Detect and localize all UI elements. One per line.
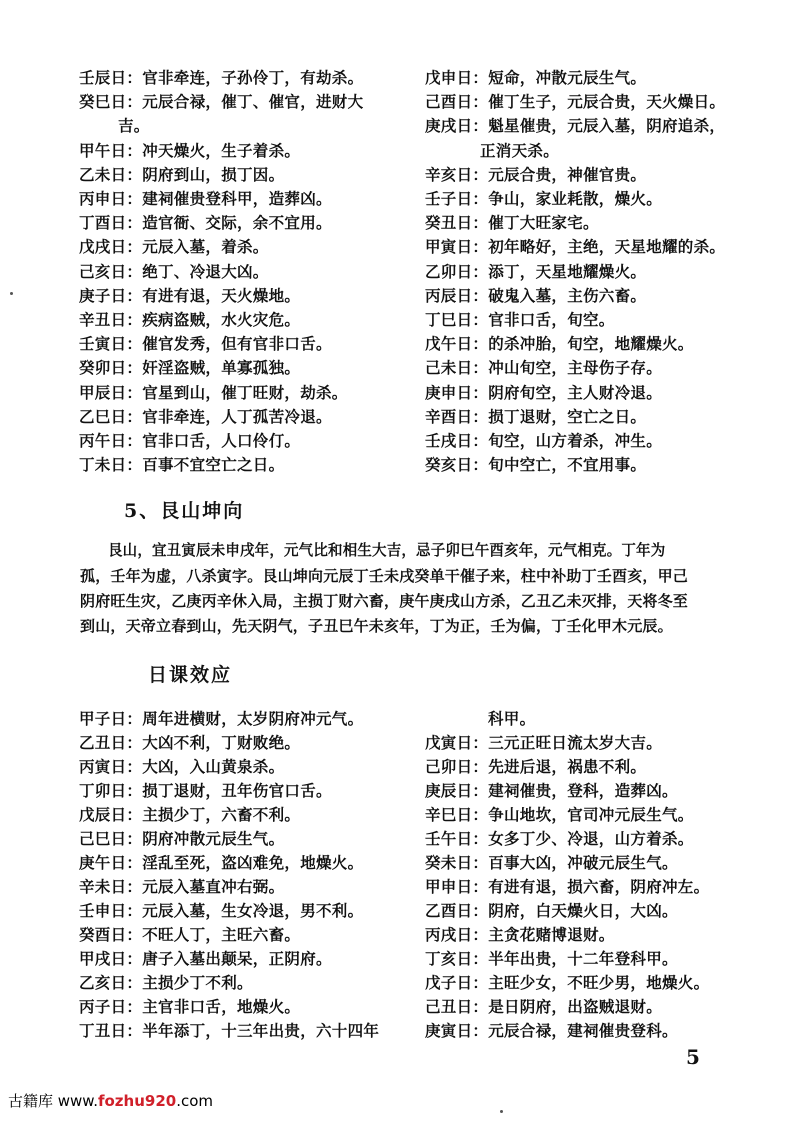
- footer-watermark[interactable]: [8, 1090, 213, 1111]
- day-entry: 乙丑日：大凶不利，丁财败绝。: [79, 733, 301, 752]
- day-entry: 正消天杀。: [480, 140, 560, 160]
- day-entry: 庚申日：阴府旬空，主人财冷退。: [425, 382, 663, 402]
- day-entry: 乙未日：阴府到山，损丁因。: [79, 164, 285, 184]
- day-entry: 丙子日：主官非口舌，地燥火。: [79, 997, 301, 1016]
- day-entry: 己卯日：先进后退，祸患不利。: [425, 757, 647, 776]
- day-entry: 丙戌日：主贪花赌博退财。: [425, 925, 615, 944]
- day-entry: 丁亥日：半年出贵，十二年登科甲。: [425, 949, 678, 968]
- day-entry: 甲戌日：唐子入墓出颠呆，正阴府。: [79, 949, 332, 968]
- scan-speck: [10, 292, 13, 295]
- day-entry: 壬寅日：催官发秀，但有官非口舌。: [79, 334, 332, 354]
- page-number: 5: [686, 1045, 700, 1069]
- day-entry: 己酉日：催丁生子，元辰合贵，天火燥日。: [425, 92, 726, 112]
- paragraph-line: 艮山，宜丑寅辰未申戌年，元气比和相生大吉，忌子卯巳午酉亥年，元气相克。丁年为: [108, 541, 666, 559]
- scan-speck: [500, 1110, 503, 1113]
- day-entry: 壬申日：元辰入墓，生女冷退，男不利。: [79, 901, 364, 920]
- day-entry: 丁未日：百事不宜空亡之日。: [79, 455, 285, 475]
- day-entry: 丙寅日：大凶，入山黄泉杀。: [79, 757, 285, 776]
- day-entry: 癸丑日：催丁大旺家宅。: [425, 213, 599, 233]
- day-entry: 庚辰日：建祠催贵，登科，造葬凶。: [425, 781, 678, 800]
- day-entry: 癸卯日：奸淫盗贼，单寡孤独。: [79, 358, 301, 378]
- day-entry: 甲子日：周年进横财，太岁阴府冲元气。: [79, 709, 364, 728]
- day-entry: 戊辰日：主损少丁，六畜不利。: [79, 805, 301, 824]
- subtitle: 日课效应: [148, 664, 233, 686]
- day-entry: 庚寅日：元辰合禄，建祠催贵登科。: [425, 1021, 678, 1040]
- day-entry: 丁酉日：造官衙、交际，余不宜用。: [79, 213, 332, 233]
- day-entry: 乙卯日：添丁，天星地耀燥火。: [425, 261, 647, 281]
- day-entry: 丁巳日：官非口舌，旬空。: [425, 310, 615, 329]
- paragraph-line: 到山，天帝立春到山，先天阴气，子丑巳午未亥年，丁为正，壬为偏，丁壬化甲木元辰。: [80, 617, 673, 635]
- day-entry: 吉。: [118, 116, 150, 136]
- day-entry: 丁丑日：半年添丁，十三年出贵，六十四年: [79, 1021, 380, 1040]
- footer-suffix: .com: [176, 1092, 214, 1110]
- day-entry: 己未日：冲山旬空，主母伤子存。: [425, 358, 663, 378]
- day-entry: 甲午日：冲天燥火，生子着杀。: [79, 140, 301, 160]
- day-entry: 壬午日：女多丁少、冷退，山方着杀。: [425, 829, 694, 848]
- day-entry: 辛巳日：争山地坎，官司冲元辰生气。: [425, 805, 694, 824]
- day-entry: 戊午日：的杀冲胎，旬空，地耀燥火。: [425, 334, 694, 354]
- day-entry: 戊戌日：元辰入墓，着杀。: [79, 237, 269, 257]
- day-entry: 乙酉日：阴府，白天燥火日，大凶。: [425, 901, 678, 920]
- day-entry: 甲辰日：官星到山，催丁旺财，劫杀。: [79, 382, 348, 402]
- day-entry: 辛未日：元辰入墓直冲右弼。: [79, 877, 285, 896]
- footer-brand: fozhu920: [97, 1092, 177, 1110]
- day-entry: 辛亥日：元辰合贵，神催官贵。: [425, 164, 647, 184]
- day-entry: 戊申日：短命，冲散元辰生气。: [425, 68, 647, 87]
- day-entry: 癸亥日：旬中空亡，不宜用事。: [425, 455, 647, 475]
- day-entry: 辛酉日：损丁退财，空亡之日。: [425, 406, 647, 426]
- day-entry: 癸巳日：元辰合禄，催丁、催官，进财大: [79, 92, 364, 112]
- day-entry: 己亥日：绝丁、冷退大凶。: [79, 261, 269, 281]
- footer-prefix: 古籍库 www.: [8, 1092, 98, 1110]
- day-entry: 壬辰日：官非牵连，子孙伶丁，有劫杀。: [79, 68, 364, 87]
- day-entry: 丙午日：官非口舌，人口伶仃。: [79, 431, 301, 450]
- day-entry: 丙申日：建祠催贵登科甲，造葬凶。: [79, 189, 332, 208]
- day-entry: 庚午日：淫乱至死，盗凶难免，地燥火。: [79, 853, 364, 872]
- day-entry: 癸酉日：不旺人丁，主旺六畜。: [79, 925, 301, 944]
- day-entry: 庚戌日：魁星催贵，元辰入墓，阴府追杀，: [425, 116, 726, 136]
- day-entry: 辛丑日：疾病盗贼，水火灾危。: [79, 310, 301, 329]
- day-entry: 己巳日：阴府冲散元辰生气。: [79, 829, 285, 848]
- day-entry: 壬子日：争山，家业耗散，燥火。: [425, 189, 663, 208]
- day-entry: 戊寅日：三元正旺日流太岁大吉。: [425, 733, 663, 752]
- paragraph-line: 孤，壬年为虚，八杀寅字。艮山坤向元辰丁壬未戌癸单干催子来，柱中补助丁壬酉亥，甲己: [80, 567, 689, 585]
- section-title: 5、艮山坤向: [124, 500, 245, 522]
- paragraph-line: 阴府旺生灾，乙庚丙辛休入局，主损丁财六畜，庚午庚戌山方杀，乙丑乙未灭排，天将冬至: [80, 592, 689, 610]
- day-entry: 甲申日：有进有退，损六畜，阴府冲左。: [425, 877, 710, 896]
- day-entry: 己丑日：是日阴府，出盗贼退财。: [425, 997, 663, 1016]
- day-entry: 甲寅日：初年略好，主绝，天星地耀的杀。: [425, 237, 726, 257]
- day-entry: 乙巳日：官非牵连，人丁孤苦冷退。: [79, 406, 332, 426]
- day-entry: 癸未日：百事大凶，冲破元辰生气。: [425, 853, 678, 872]
- day-entry: 丙辰日：破鬼入墓，主伤六畜。: [425, 285, 647, 305]
- day-entry: 丁卯日：损丁退财，丑年伤官口舌。: [79, 781, 332, 800]
- day-entry: 壬戌日：旬空，山方着杀，冲生。: [425, 431, 663, 450]
- day-entry: 科甲。: [488, 709, 536, 728]
- day-entry: 戊子日：主旺少女，不旺少男，地燥火。: [425, 973, 710, 992]
- day-entry: 庚子日：有进有退，天火燥地。: [79, 285, 301, 305]
- day-entry: 乙亥日：主损少丁不利。: [79, 973, 253, 992]
